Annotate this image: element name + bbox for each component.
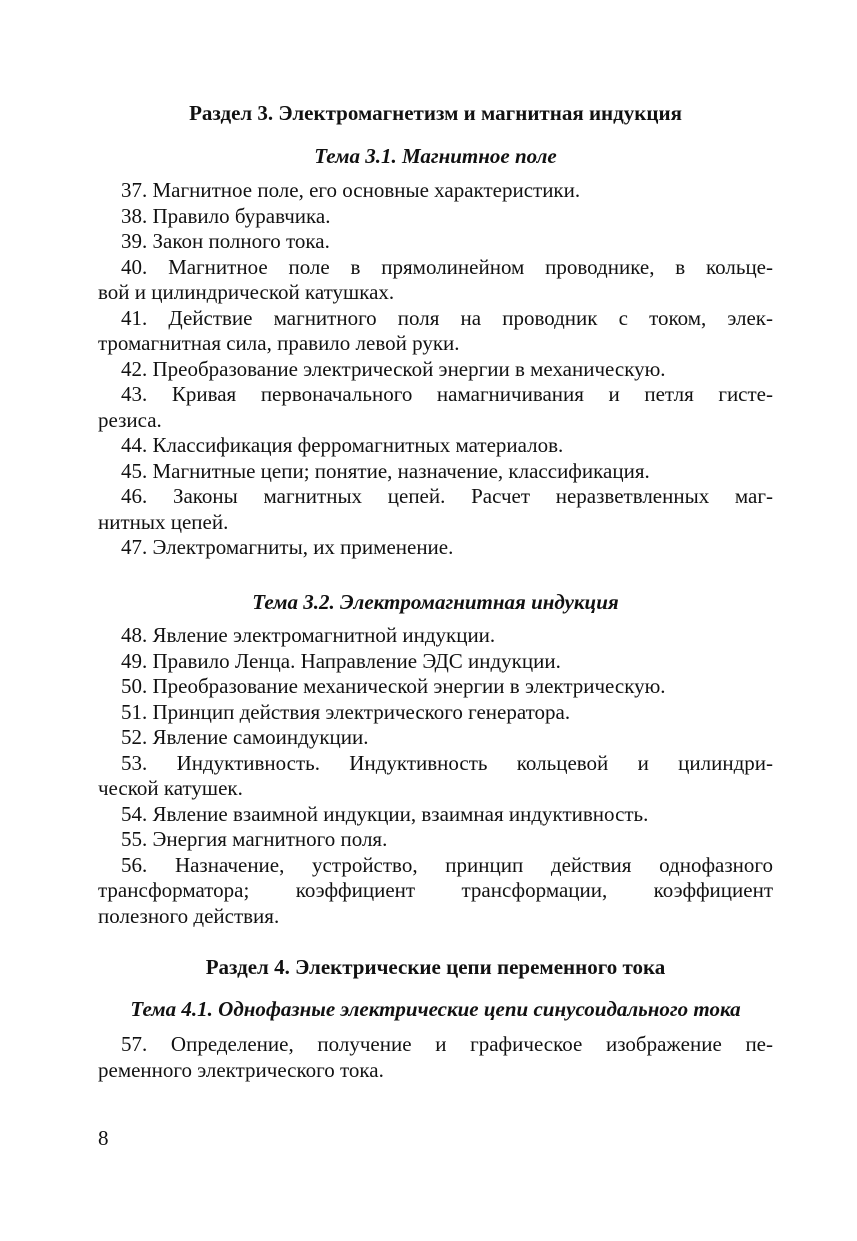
- list-item: [98, 535, 773, 561]
- list-item: [98, 459, 773, 485]
- text-line: 41. Действие магнитного поля на проводник с током, элек-: [121, 305, 773, 330]
- text-line: ременного электрического тока.: [98, 1057, 384, 1082]
- list-item: [98, 802, 773, 828]
- list-item: [98, 178, 773, 204]
- text-line: тромагнитная сила, правило левой руки.: [98, 331, 460, 355]
- text-line: 47. Электромагниты, их применение.: [121, 535, 454, 559]
- text-line: 57. Определение, получение и графическое изображение пе-: [121, 1032, 773, 1056]
- text-line: нитных цепей.: [98, 509, 229, 534]
- list-item: [98, 674, 773, 700]
- list-item: [98, 433, 773, 459]
- list-item: [98, 484, 773, 535]
- list-item: [98, 853, 773, 930]
- text-line: 50. Преобразование механической энергии в электрическую.: [121, 674, 666, 698]
- topic-3-1-heading: Тема 3.1. Магнитное поле: [314, 144, 557, 168]
- text-line: резиса.: [98, 407, 162, 432]
- list-item: [98, 255, 773, 306]
- list-item: [98, 827, 773, 853]
- text-line: 42. Преобразование электрической энергии в механическую.: [121, 356, 666, 381]
- text-line: 49. Правило Ленца. Направление ЭДС индукции.: [121, 648, 561, 673]
- text-line: 40. Магнитное поле в прямолинейном проводнике, в кольце-: [121, 254, 773, 279]
- text-line: трансформатора; коэффициент трансформации, коэффициент: [98, 878, 773, 902]
- page-number: 8: [98, 1126, 109, 1150]
- text-line: полезного действия.: [98, 903, 280, 928]
- topic-3-2-heading: Тема 3.2. Электромагнитная индукция: [252, 590, 619, 614]
- list-item: [98, 204, 773, 230]
- text-line: 51. Принцип действия электрического генератора.: [121, 699, 571, 724]
- text-line: 44. Классификация ферромагнитных материалов.: [121, 433, 564, 457]
- text-line: 45. Магнитные цепи; понятие, назначение, классификация.: [121, 458, 650, 483]
- text-line: 56. Назначение, устройство, принцип действия однофазного: [121, 852, 773, 877]
- list-item: [98, 623, 773, 649]
- list-item: [98, 700, 773, 726]
- text-line: 55. Энергия магнитного поля.: [121, 827, 388, 851]
- list-item: [98, 725, 773, 751]
- list-item: [98, 306, 773, 357]
- text-line: ческой катушек.: [98, 776, 243, 800]
- list-item: [98, 229, 773, 255]
- text-line: вой и цилиндрической катушках.: [98, 280, 395, 304]
- text-line: 37. Магнитное поле, его основные характеристики.: [121, 178, 581, 202]
- list-item: [98, 751, 773, 802]
- text-line: 53. Индуктивность. Индуктивность кольцевой и цилиндри-: [121, 750, 773, 775]
- list-item: [98, 382, 773, 433]
- text-line: 54. Явление взаимной индукции, взаимная индуктивность.: [121, 801, 649, 826]
- list-item: [98, 357, 773, 383]
- section-4-heading: Раздел 4. Электрические цепи переменного тока: [205, 955, 666, 979]
- topic-4-1-heading: Тема 4.1. Однофазные электрические цепи синусоидального тока: [130, 997, 741, 1021]
- text-line: 48. Явление электромагнитной индукции.: [121, 623, 496, 647]
- text-line: 52. Явление самоиндукции.: [121, 725, 369, 749]
- text-line: 43. Кривая первоначального намагничивания и петля гисте-: [121, 382, 773, 406]
- section-3-heading: Раздел 3. Электромагнетизм и магнитная индукция: [189, 101, 682, 125]
- list-item: [98, 649, 773, 675]
- list-item: [98, 1032, 773, 1083]
- text-line: 46. Законы магнитных цепей. Расчет неразветвленных маг-: [121, 484, 773, 508]
- text-line: 39. Закон полного тока.: [121, 229, 330, 253]
- text-line: 38. Правило буравчика.: [121, 203, 331, 228]
